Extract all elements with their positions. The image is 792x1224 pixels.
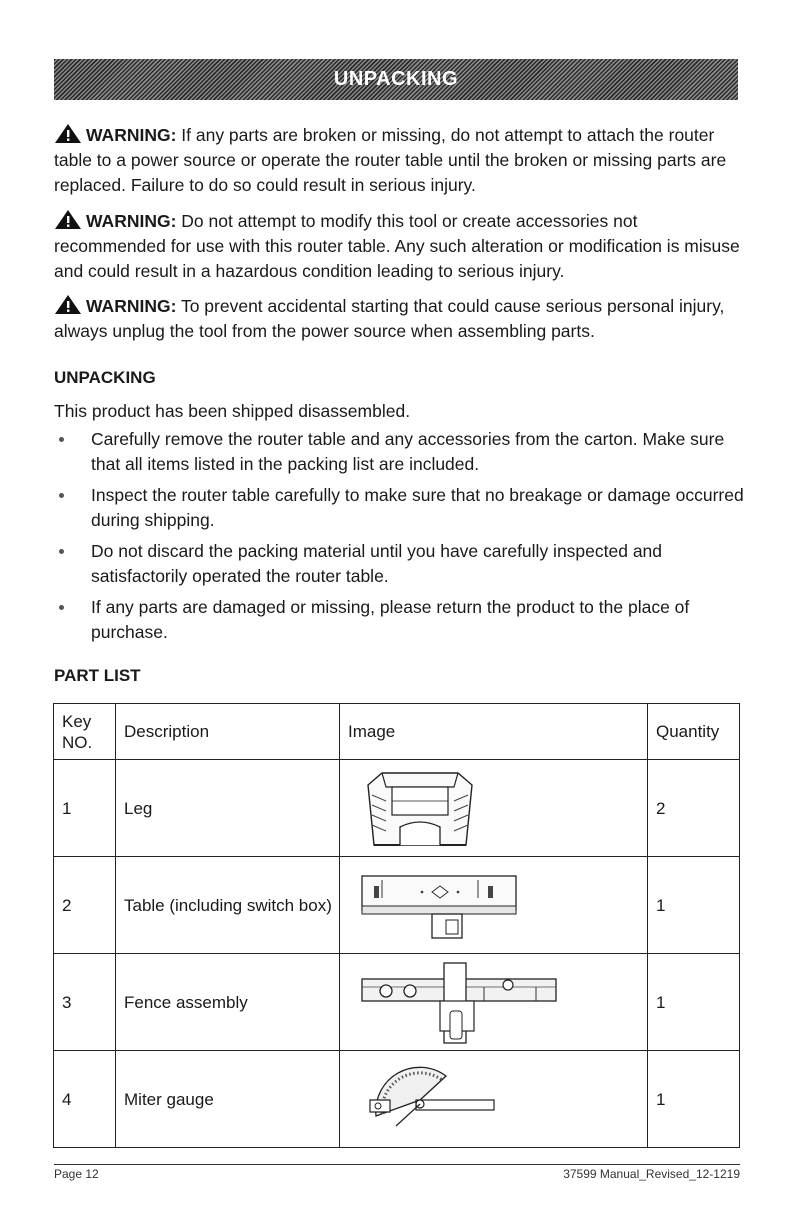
part-key: 3 (54, 954, 116, 1051)
footer-divider (54, 1164, 740, 1165)
part-image-cell (340, 954, 648, 1051)
unpacking-intro: This product has been shipped disassembled. (54, 401, 411, 421)
part-image-cell (340, 1051, 648, 1148)
warning-paragraph-3 (54, 294, 744, 344)
part-description: Fence assembly (116, 954, 340, 1051)
warning-label: WARNING: (86, 296, 177, 316)
list-item: Carefully remove the router table and any accessories from the carton. Make sure that all items listed in the packing list are included. (54, 427, 744, 477)
column-header-description: Description (116, 704, 340, 760)
table-row (54, 857, 740, 954)
warning-triangle-icon (54, 294, 84, 315)
section-banner (54, 59, 738, 100)
miter-gauge-icon (360, 1056, 500, 1142)
list-item: Do not discard the packing material until you have carefully inspected and satisfactorily operated the router table. (54, 539, 744, 589)
part-description: Table (including switch box) (116, 857, 340, 954)
warning-paragraph-1 (54, 123, 744, 198)
list-item: If any parts are damaged or missing, please return the product to the place of purchase. (54, 595, 744, 645)
part-description: Leg (116, 760, 340, 857)
warning-text: Do not attempt to modify this tool or create accessories not recommended for use with this router table. Any such alteration or modification is misuse and could result in a hazardous condition leading to serious injury. (54, 211, 740, 281)
part-quantity: 1 (648, 954, 740, 1051)
table-row (54, 760, 740, 857)
unpacking-bullet-list (54, 427, 744, 651)
column-header-key-line2: NO. (62, 732, 93, 752)
part-image-cell (340, 760, 648, 857)
part-key: 1 (54, 760, 116, 857)
warning-paragraph-2 (54, 209, 744, 284)
warning-triangle-icon (54, 123, 84, 144)
part-quantity: 2 (648, 760, 740, 857)
part-list-table (53, 703, 740, 1148)
table-row (54, 954, 740, 1051)
unpacking-heading: UNPACKING (54, 368, 156, 387)
table-header-row (54, 704, 740, 760)
part-description: Miter gauge (116, 1051, 340, 1148)
footer-document-id: 37599 Manual_Revised_12-1219 (563, 1167, 740, 1181)
warning-text: To prevent accidental starting that could cause serious personal injury, always unplug the tool from the power source when assembling parts. (54, 296, 725, 341)
column-header-key (54, 704, 116, 760)
part-key: 4 (54, 1051, 116, 1148)
banner-title: UNPACKING (333, 68, 459, 90)
warning-text: If any parts are broken or missing, do not attempt to attach the router table to a power source or operate the router table until the broken or missing parts are replaced. Failure to do so could result in serious injury. (54, 125, 727, 195)
part-quantity: 1 (648, 1051, 740, 1148)
part-key: 2 (54, 857, 116, 954)
part-quantity: 1 (648, 857, 740, 954)
column-header-key-line1: Key (62, 711, 92, 731)
warning-label: WARNING: (86, 125, 177, 145)
part-list-heading: PART LIST (54, 666, 141, 685)
warning-label: WARNING: (86, 211, 177, 231)
list-item: Inspect the router table carefully to make sure that no breakage or damage occurred during shipping. (54, 483, 744, 533)
column-header-image: Image (340, 704, 648, 760)
footer-page-number: Page 12 (54, 1167, 99, 1181)
table-row (54, 1051, 740, 1148)
fence-assembly-icon (360, 957, 560, 1047)
leg-icon (360, 765, 480, 851)
table-with-switch-box-icon (360, 862, 520, 948)
column-header-quantity: Quantity (648, 704, 740, 760)
warning-triangle-icon (54, 209, 84, 230)
part-image-cell (340, 857, 648, 954)
